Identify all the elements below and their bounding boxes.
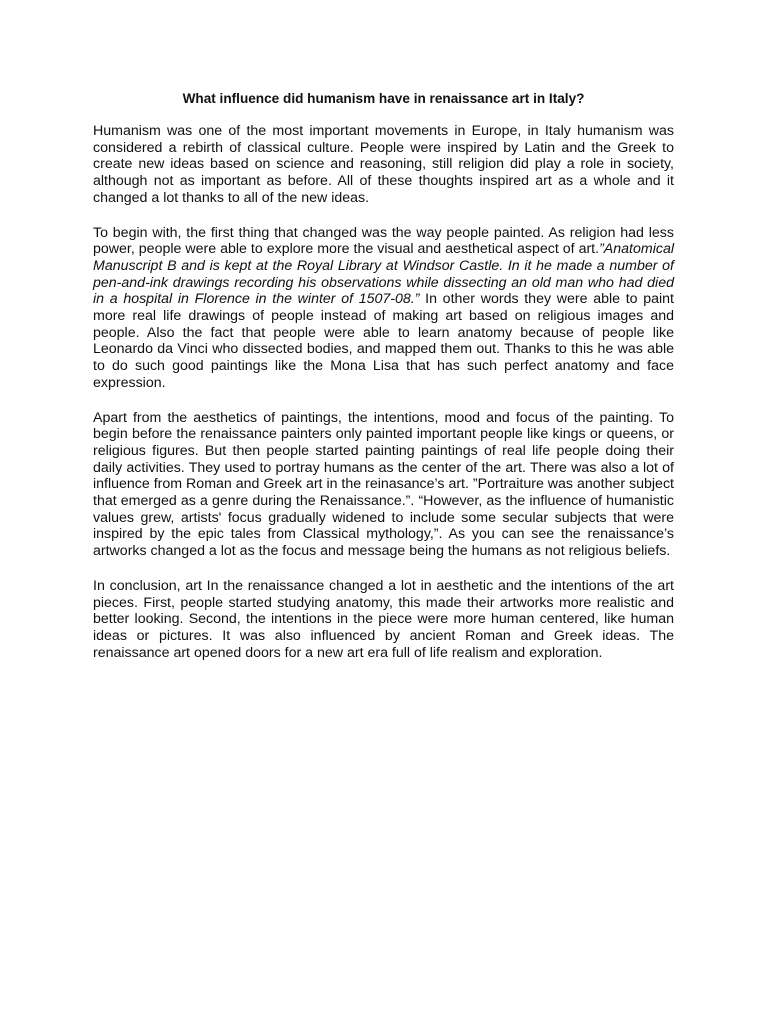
paragraph-intentions: Apart from the aesthetics of paintings, the intentions, mood and focus of the painting. To begin before the renaissance painters only painted important people like kings or queens, or religious figures. But then people started painting paintings of real life people doing their daily activities. They used to portray humans as the center of the art. There was also a lot of influence from Roman and Greek art in the reinasance’s art. ”Portraiture was another subject that emerged as a genre during the Renaissance.”. “However, as the influence of humanistic values grew, artists' focus gradually widened to include some secular subjects that were inspired by the epic tales from Classical mythology,”. As you can see the renaissance’s artworks changed a lot as the focus and message being the humans as not religious beliefs. [93, 409, 674, 560]
document-title: What influence did humanism have in renaissance art in Italy? [182, 91, 585, 106]
paragraph-conclusion: In conclusion, art In the renaissance changed a lot in aesthetic and the intentions of the art pieces. First, people started studying anatomy, this made their artworks more realistic and better looking. Second, the intentions in the piece were more human centered, like human ideas or pictures. It was also influenced by ancient Roman and Greek ideas. The renaissance art opened doors for a new art era full of life realism and exploration. [93, 577, 674, 661]
paragraph-aesthetics [93, 225, 674, 392]
document-body [93, 90, 674, 679]
paragraph-introduction: Humanism was one of the most important movements in Europe, in Italy humanism was considered a rebirth of classical culture. People were inspired by Latin and the Greek to create new ideas based on science and reasoning, still religion did play a role in society, although not as important as before. All of these thoughts inspired art as a whole and it changed a lot thanks to all of the new ideas. [93, 123, 674, 206]
paragraph-aesthetics-text-before: To begin with, the first thing that changed was the way people painted. As religion had less power, people were able to explore more the visual and aesthetical aspect of art. [93, 224, 674, 258]
paragraph-aesthetics-text-after: In other words they were able to paint more real life drawings of people instead of making art based on religious images and people. Also the fact that people were able to learn anatomy because of people like Leonardo da Vinci who dissected bodies, and mapped them out. Thanks to this he was able to do such good paintings like the Mona Lisa that has such perfect anatomy and face expression. [93, 291, 674, 391]
anatomical-manuscript-quote: ”Anatomical Manuscript B and is kept at the Royal Library at Windsor Castle. In it he made a number of pen-and-ink drawings recording his observations while dissecting an old man who had died in a hospital in Florence in the winter of 1507-08.” [93, 241, 674, 308]
